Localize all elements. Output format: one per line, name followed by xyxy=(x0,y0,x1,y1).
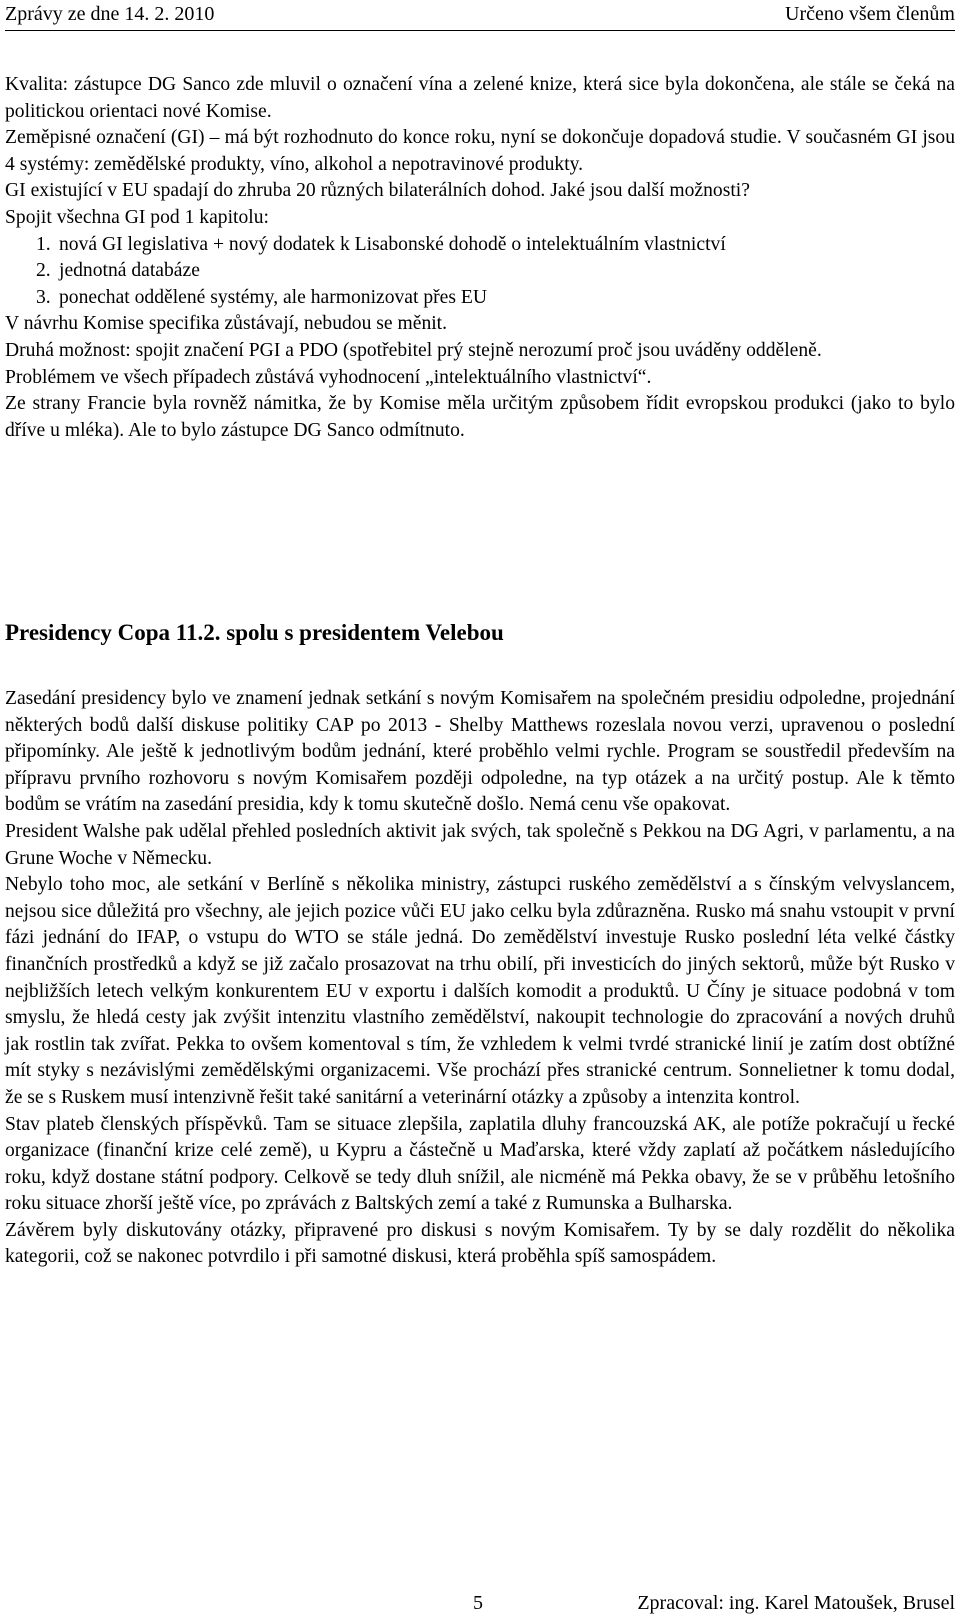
paragraph: President Walshe pak udělal přehled posledních aktivit jak svých, tak společně s Pekkou na DG Agri, v parlamentu, a na Grune Woche v Německu. xyxy=(5,820,955,869)
paragraph: V návrhu Komise specifika zůstávají, nebudou se měnit. xyxy=(5,313,448,335)
section-gi xyxy=(5,72,955,444)
list-number: 3. xyxy=(36,286,51,308)
paragraph: Problémem ve všech případech zůstává vyhodnocení „intelektuálního vlastnictví“. xyxy=(5,366,652,388)
paragraph: Závěrem byly diskutovány otázky, připravené pro diskusi s novým Komisařem. Ty by se daly rozdělit do několika kategorii, což se nakonec potvrdilo i při samotné diskusi, která proběhla spíš samospádem. xyxy=(5,1219,955,1268)
paragraph: Nebylo toho moc, ale setkání v Berlíně s několika ministry, zástupci ruského zemědělství a s čínským velvyslancem, nejsou sice důležitá pro všechny, ale jejich pozice vůči EU jako celku byla zdůrazněna. Rusko má snahu vstoupit v první fázi jednání do IFAP, o vstupu do WTO se stále jedná. Do zemědělství investuje Rusko poslední léta velké částky finančních prostředků a když se již začalo prosazovat na trhu obilí, při investicích do jiných sektorů, může být Rusko v nejbližších letech velkým konkurentem EU v exportu i dalších komodit a produktů. U Číny je situace podobná v tom smyslu, že hledá cesty jak zvýšit intenzitu vlastního zemědělství, nakoupit technologie do zpracování a nových druhů jak rostlin tak zvířat. Pekka to ovšem komentoval s tím, že vzhledem k velmi tvrdé stranické linií je zatím dost obtížné mít styky s nezávislými zemědělskými organizacemi. Vše prochází přes stranické centrum. Sonnelietner k tomu dodal, že se s Ruskem musí intenzivně řešit také sanitární a veterinární otázky a způsoby a intenzita kontrol. xyxy=(5,874,955,1108)
paragraph: Zeměpisné označení (GI) – má být rozhodnuto do konce roku, nyní se dokončuje dopadová studie. V současném GI jsou 4 systémy: zemědělské produkty, víno, alkohol a nepotravinové produkty. xyxy=(5,127,955,175)
list-number: 2. xyxy=(36,260,51,282)
paragraph: GI existující v EU spadají do zhruba 20 různých bilaterálních dohod. Jaké jsou další možnosti? xyxy=(5,180,750,202)
page-footer xyxy=(5,1590,955,1617)
list-number: 1. xyxy=(36,233,51,255)
list-item xyxy=(5,258,955,285)
list-text: jednotná databáze xyxy=(59,260,200,282)
page-header xyxy=(5,0,955,31)
header-date: Zprávy ze dne 14. 2. 2010 xyxy=(5,3,215,25)
section-heading: Presidency Copa 11.2. spolu s presidentem Velebou xyxy=(5,620,504,645)
paragraph: Ze strany Francie byla rovněž námitka, že by Komise měla určitým způsobem řídit evropskou produkci (jako to bylo dříve u mléka). Ale to bylo zástupce DG Sanco odmítnuto. xyxy=(5,393,955,441)
header-audience: Určeno všem členům xyxy=(785,3,955,25)
section-presidency xyxy=(5,686,955,1271)
list-text: ponechat oddělené systémy, ale harmonizovat přes EU xyxy=(59,286,488,308)
footer-author: Zpracoval: ing. Karel Matoušek, Brusel xyxy=(637,1592,955,1614)
paragraph: Druhá možnost: spojit značení PGI a PDO (spotřebitel prý stejně nerozumí proč jsou uváděny odděleně. xyxy=(5,339,822,361)
paragraph: Zasedání presidency bylo ve znamení jednak setkání s novým Komisařem na společném presidiu odpoledne, projednání některých bodů další diskuse politiky CAP po 2013 - Shelby Matthews rozeslala novou verzi, upravenou o poslední připomínky. Ale ještě k jednotlivým bodům jednání, které proběhlo velmi rychle. Program se soustředil především na přípravu prvního rozhovoru s novým Komisařem později odpoledne, na typ otázek a na určitý postup. Ale k těmto bodům se vrátím na zasedání presidia, kdy k tomu skutečně došlo. Nemá cenu vše opakovat. xyxy=(5,688,955,816)
paragraph: Kvalita: zástupce DG Sanco zde mluvil o označení vína a zelené knize, která sice byla dokončena, ale stále se čeká na politickou orientaci nové Komise. xyxy=(5,74,955,122)
list-item xyxy=(5,232,955,259)
paragraph: Spojit všechna GI pod 1 kapitolu: xyxy=(5,206,269,228)
paragraph: Stav plateb členských příspěvků. Tam se situace zlepšila, zaplatila dluhy francouzská AK, ale potíže pokračují u řecké organizace (finanční krize celé země), u Kypru a částečně u Maďarska, které vždy zaplatí až počátkem následujícího roku, když dostane státní podpory. Celkově se tedy dluh snížil, ale nicméně má Pekka obavy, že se v průběhu letošního roku situace zhorší ještě více, po zprávách z Baltských zemí a také z Rumunska a Bulharska. xyxy=(5,1113,955,1215)
page-number: 5 xyxy=(473,1592,483,1614)
list-item xyxy=(5,285,955,312)
list-text: nová GI legislativa + nový dodatek k Lisabonské dohodě o intelektuálním vlastnictví xyxy=(59,233,726,255)
